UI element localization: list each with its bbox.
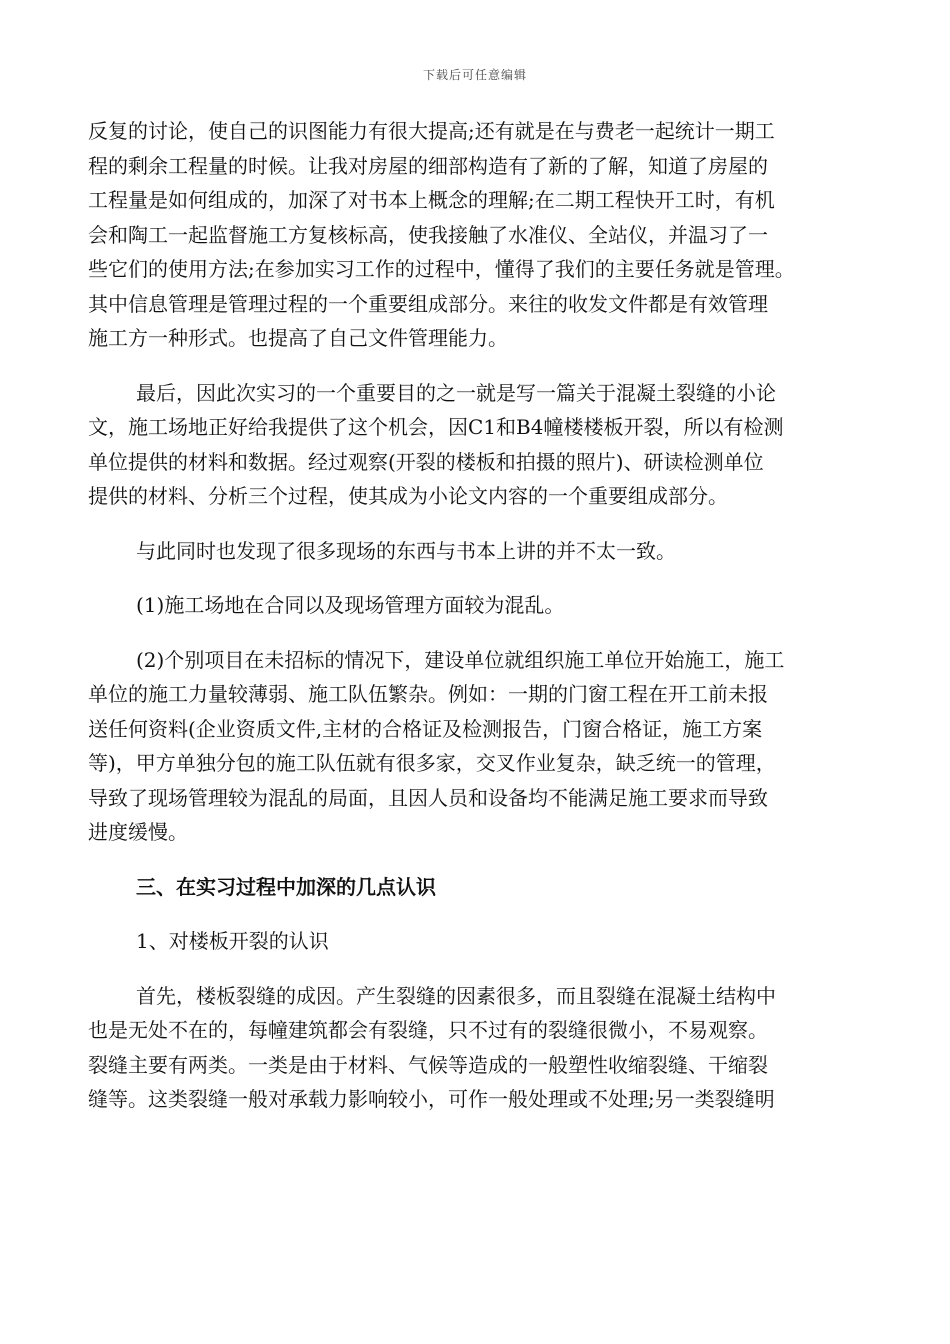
text-line: 与此同时也发现了很多现场的东西与书本上讲的并不太一致。	[136, 538, 676, 563]
text-line: 也是无处不在的，每幢建筑都会有裂缝，只不过有的裂缝很微小，不易观察。	[88, 1018, 768, 1042]
paragraph-gap	[88, 514, 866, 534]
paragraph-3	[88, 534, 866, 569]
text-line: 裂缝主要有两类。一类是由于材料、气候等造成的一般塑性收缩裂缝、干缩裂	[88, 1052, 768, 1077]
text-line: 程的剩余工程量的时候。让我对房屋的细部构造有了新的了解，知道了房屋的	[88, 153, 768, 178]
paragraph-6	[88, 979, 866, 1117]
text-line: 施工方一种形式。也提高了自己文件管理能力。	[88, 326, 508, 350]
text-line: (1)施工场地在合同以及现场管理方面较为混乱。	[136, 593, 565, 617]
paragraph-5	[88, 643, 866, 850]
text-line: 进度缓慢。	[88, 820, 188, 844]
section-heading	[88, 870, 866, 905]
paragraph-gap	[88, 623, 866, 643]
paragraph-gap	[88, 568, 866, 588]
subsection-heading-text: 1、对楼板开裂的认识	[136, 929, 329, 953]
text-line: 反复的讨论，使自己的识图能力有很大提高;还有就是在与费老一起统计一期工	[88, 119, 775, 143]
paragraph-2	[88, 376, 866, 514]
text-line: 缝等。这类裂缝一般对承载力影响较小，可作一般处理或不处理;另一类裂缝明	[88, 1087, 775, 1111]
text-line: 文，施工场地正好给我提供了这个机会，因C1和B4幢楼楼板开裂，所以有检测	[88, 415, 784, 439]
text-line: 首先，楼板裂缝的成因。产生裂缝的因素很多，而且裂缝在混凝土结构中	[136, 983, 776, 1008]
text-line: 会和陶工一起监督施工方复核标高，使我接触了水准仪、全站仪，并温习了一	[88, 222, 768, 247]
text-line: 送任何资料(企业资质文件,主材的合格证及检测报告，门窗合格证，施工方案	[88, 716, 763, 741]
paragraph-gap	[88, 904, 866, 924]
section-heading-text: 三、在实习过程中加深的几点认识	[136, 874, 436, 899]
text-line: 些它们的使用方法;在参加实习工作的过程中，懂得了我们的主要任务就是管理。	[88, 257, 795, 281]
paragraph-gap	[88, 850, 866, 870]
paragraph-gap	[88, 959, 866, 979]
page-header: 下载后可任意编辑	[422, 68, 527, 82]
text-line: 导致了现场管理较为混乱的局面，且因人员和设备均不能满足施工要求而导致	[88, 785, 768, 810]
paragraph-4	[88, 588, 866, 623]
text-line: (2)个别项目在未招标的情况下，建设单位就组织施工单位开始施工，施工	[136, 647, 785, 672]
paragraph-gap	[88, 356, 866, 376]
text-line: 工程量是如何组成的，加深了对书本上概念的理解;在二期工程快开工时，有机	[88, 188, 775, 212]
paragraph-1	[88, 114, 866, 356]
text-line: 最后，因此次实习的一个重要目的之一就是写一篇关于混凝土裂缝的小论	[136, 380, 776, 405]
subsection-heading	[88, 924, 866, 959]
text-line: 等)，甲方单独分包的施工队伍就有很多家，交叉作业复杂，缺乏统一的管理，	[88, 751, 776, 775]
text-line: 提供的材料、分析三个过程，使其成为小论文内容的一个重要组成部分。	[88, 484, 728, 508]
text-line: 单位的施工力量较薄弱、施工队伍繁杂。例如：一期的门窗工程在开工前未报	[88, 682, 768, 706]
text-line: 单位提供的材料和数据。经过观察(开裂的楼板和拍摄的照片)、研读检测单位	[88, 449, 764, 474]
document-body	[88, 114, 866, 1117]
text-line: 其中信息管理是管理过程的一个重要组成部分。来往的收发文件都是有效管理	[88, 291, 768, 316]
